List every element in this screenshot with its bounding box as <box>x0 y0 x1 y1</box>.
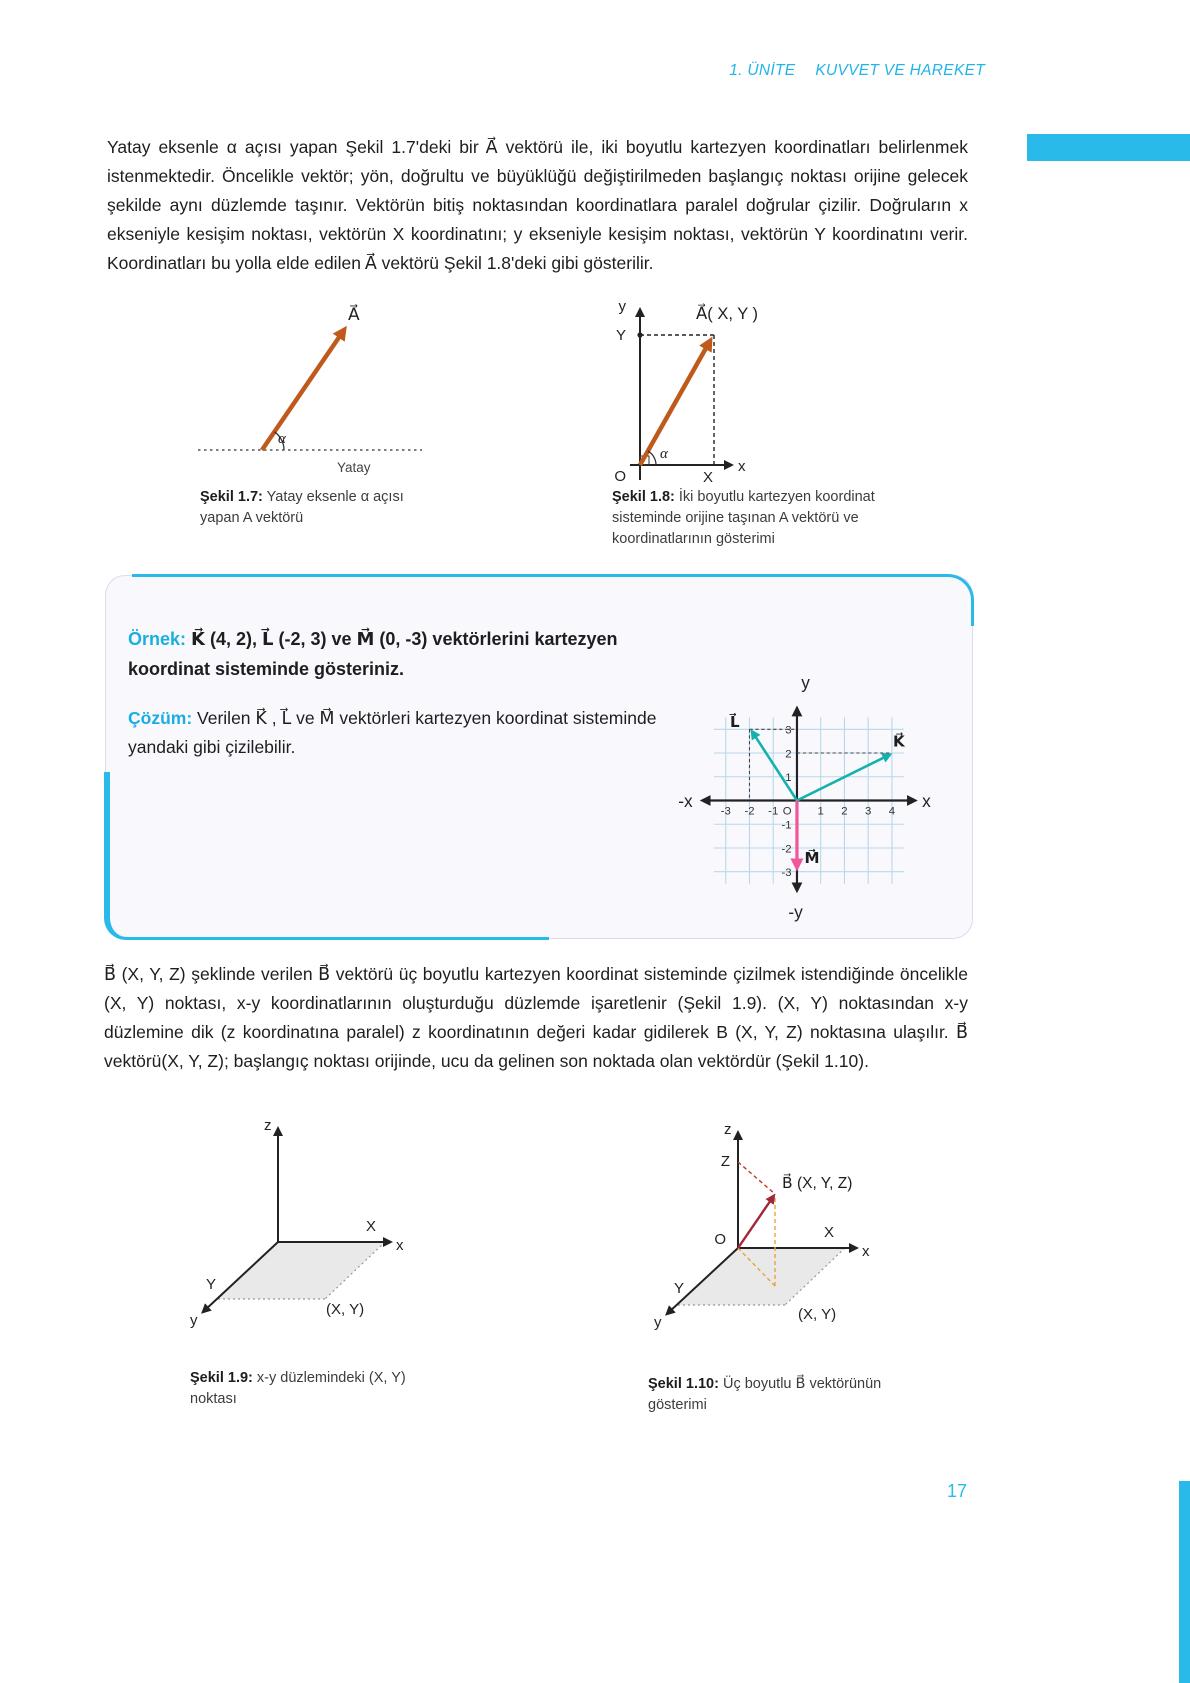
fig-1-8-drawing <box>600 295 820 490</box>
vector-l-label: L⃗ <box>730 714 740 732</box>
caption-text: Üç boyutlu B⃗ vektörünün gösterimi <box>648 1376 882 1414</box>
x-tick: 1 <box>817 805 824 818</box>
y-tick-labels <box>781 725 791 879</box>
y-tick: -3 <box>781 867 792 880</box>
unit-number: 1. ÜNİTE <box>729 62 796 79</box>
ornek-text: K⃗ (4, 2), L⃗ (-2, 3) ve M⃗ (0, -3) vektörlerini kartezyen koordinat sisteminde gösteriniz. <box>128 629 618 679</box>
y-tick: -1 <box>781 819 792 832</box>
neg-x-axis-label: -x <box>678 790 693 811</box>
coord-z-label: Z <box>720 1153 730 1170</box>
caption-text: İki boyutlu kartezyen koordinat sisteminde orijine taşınan A vektörü ve koordinatlarının gösterimi <box>612 489 875 548</box>
y-coordinate-dot <box>637 332 642 337</box>
figure-1-10 <box>648 1116 898 1356</box>
origin-label: O <box>714 1231 726 1248</box>
coord-y-label: Y <box>205 1276 216 1293</box>
fig-1-9-drawing <box>178 1112 428 1347</box>
vector-l <box>753 733 797 801</box>
vector-b-label: B⃗ (X, Y, Z) <box>782 1175 853 1192</box>
y-axis-label: y <box>618 298 626 315</box>
x-tick: 4 <box>888 805 896 818</box>
figure-1-9 <box>178 1112 428 1352</box>
vector-m-label: M⃗ <box>804 850 820 868</box>
angle-alpha-label: α <box>278 431 286 447</box>
vector-k-label: K⃗ <box>893 733 905 751</box>
coord-x-label: X <box>702 469 714 486</box>
x-tick: -3 <box>720 805 731 818</box>
ornek-paragraph <box>128 624 693 684</box>
ornek-label: Örnek: <box>128 629 187 649</box>
y-axis-label: y <box>654 1314 662 1331</box>
x-axis-label: x <box>862 1243 870 1260</box>
vector-k <box>797 755 889 800</box>
coord-y-label: Y <box>673 1280 684 1297</box>
caption-text: Yatay eksenle α açısı yapan A vektörü <box>200 489 404 527</box>
figure-1-8 <box>600 295 820 495</box>
y-tick: -2 <box>781 843 792 856</box>
y-tick: 3 <box>785 724 792 737</box>
xy-plane <box>218 1242 385 1299</box>
intro-paragraph: Yatay eksenle α açısı yapan Şekil 1.7'deki bir A⃗ vektörü ile, iki boyutlu kartezyen koordinatları belirlenmek istenmektedir. Öncelikle vektör; yön, doğrultu ve büyüklüğü değiştirilmeden başlangıç noktası orijine gelecek şekilde aynı düzlemde taşınır. Vektörün bitiş noktasından koordinatlara paralel doğrular çizilir. Doğruların x ekseniyle kesişim noktası, vektörün X koordinatını; y ekseniyle kesişim noktası, vektörün Y koordinatını verir. Koordinatları bu yolla elde edilen A⃗ vektörü Şekil 1.8'deki gibi gösterilir. <box>107 137 968 273</box>
x-tick: -1 <box>768 805 779 818</box>
coord-x-label: X <box>824 1224 835 1241</box>
example-box <box>105 575 973 939</box>
page-header <box>729 62 985 80</box>
y-tick: 1 <box>785 772 792 785</box>
x-tick: 2 <box>841 805 848 818</box>
x-tick: 3 <box>865 805 872 818</box>
y-tick: 2 <box>785 748 792 761</box>
body-paragraph: B⃗ (X, Y, Z) şeklinde verilen B⃗ vektörü üç boyutlu kartezyen koordinat sisteminde çizilmek istendiğinde öncelikle (X, Y) noktası, x-y koordinatlarının oluşturduğu düzlemde işaretlenir (Şekil 1.9). (X, Y) noktasından x-y düzlemine dik (z koordinatına paralel) z koordinatının değeri kadar gidilerek B (X, Y, Z) noktasına ulaşılır. B⃗ vektörü(X, Y, Z); başlangıç noktası orijinde, ucu da gelinen son noktada olan vektördür (Şekil 1.10). <box>104 964 968 1071</box>
page-number: 17 <box>946 1481 967 1501</box>
y-axis-label: y <box>801 672 810 693</box>
unit-title: KUVVET VE HAREKET <box>815 62 985 79</box>
y-axis-label: y <box>190 1312 198 1329</box>
coord-y-label: Y <box>615 327 626 344</box>
edge-tab-bottom <box>1179 1481 1190 1683</box>
caption-label: Şekil 1.9: <box>190 1370 253 1386</box>
caption-fig-1-8 <box>612 487 904 550</box>
x-tick: -2 <box>744 805 755 818</box>
origin-label: O <box>614 468 626 485</box>
z-dashed-line <box>738 1162 775 1194</box>
fig-1-10-drawing <box>648 1116 898 1351</box>
xy-point-label: (X, Y) <box>798 1306 837 1323</box>
figure-1-7 <box>192 300 432 490</box>
vector-a <box>640 341 710 465</box>
caption-label: Şekil 1.10: <box>648 1376 719 1392</box>
z-axis-label: z <box>724 1121 732 1138</box>
coord-x-label: X <box>366 1218 377 1235</box>
x-tick-labels <box>721 806 895 818</box>
caption-fig-1-9 <box>190 1368 408 1410</box>
caption-label: Şekil 1.7: <box>200 489 263 505</box>
x-axis-label: x <box>922 790 931 811</box>
vector-a-label: A⃗ <box>348 305 360 324</box>
z-axis-label: z <box>264 1117 272 1134</box>
caption-text: x-y düzlemindeki (X, Y) noktası <box>190 1370 406 1408</box>
cozum-paragraph <box>128 704 688 762</box>
neg-y-axis-label: -y <box>788 902 803 923</box>
cartesian-grid <box>676 671 946 930</box>
example-box-top-accent <box>132 574 974 626</box>
x-axis-label: x <box>738 458 746 475</box>
vector-a-coords-label: A⃗( X, Y ) <box>696 305 759 323</box>
cozum-label: Çözüm: <box>128 708 193 728</box>
xy-plane <box>678 1248 845 1305</box>
vector-b <box>738 1197 773 1248</box>
caption-label: Şekil 1.8: <box>612 489 675 505</box>
caption-fig-1-7 <box>200 487 405 529</box>
yatay-label: Yatay <box>337 460 371 475</box>
caption-fig-1-10 <box>648 1374 910 1416</box>
x-axis-label: x <box>396 1237 404 1254</box>
fig-1-7-drawing <box>192 300 432 485</box>
origin-label: O <box>782 805 792 818</box>
edge-tab-top <box>1027 134 1190 161</box>
angle-alpha-label: α <box>660 446 668 462</box>
xy-point-label: (X, Y) <box>326 1301 365 1318</box>
cozum-text: Verilen K⃗ , L⃗ ve M⃗ vektörleri kartezyen koordinat sisteminde yandaki gibi çizilebilir. <box>128 708 657 757</box>
example-box-bottom-accent <box>104 772 549 940</box>
